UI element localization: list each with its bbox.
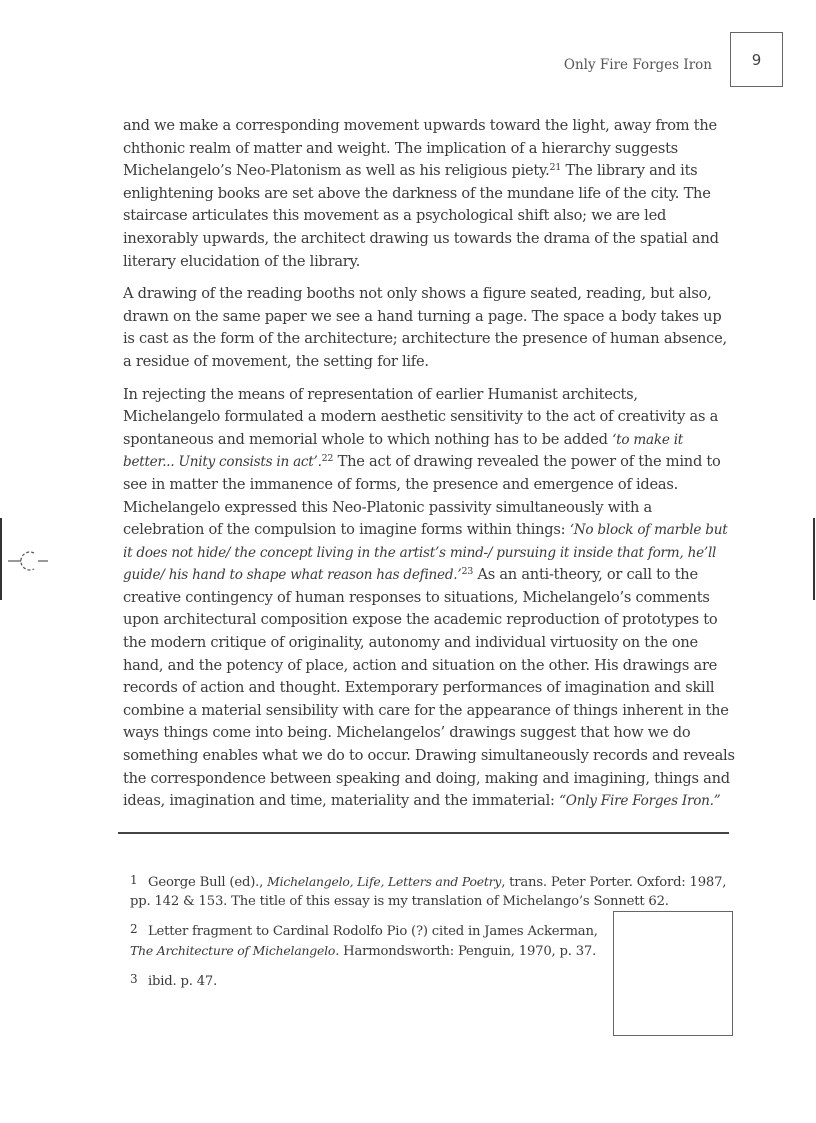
page-number-box	[730, 32, 783, 87]
quote-sonnet: ‘No block of marble but it does not hide/ the concept living in the artist’s mind-/ pursuing it inside that form, he’ll guide/ his hand to shape what reason has defined.’	[123, 522, 728, 584]
footnote-2	[130, 920, 600, 961]
quote-title: “Only Fire Forges Iron.”	[559, 793, 721, 810]
paragraph-3	[123, 384, 735, 813]
image-placeholder-box	[613, 911, 733, 1036]
footnote-1	[130, 871, 730, 911]
footnote-text: George Bull (ed)., Michelangelo, Life, Letters and Poetry, trans. Peter Porter. Oxford: 1987, pp. 142 & 153. The title of this essay is my translation of Michelango’s Sonnett 62.	[130, 874, 727, 909]
note-ref-23: 23	[461, 566, 474, 578]
running-title: Only Fire Forges Iron	[563, 57, 712, 73]
note-ref-21: 21	[549, 162, 562, 174]
footnote-number: 1	[130, 873, 138, 887]
registration-mark-icon	[8, 548, 52, 574]
paragraph-2: A drawing of the reading booths not only shows a figure seated, reading, but also, drawn on the same paper we see a hand turning a page. The space a body takes up is cast as the form of the architecture; architecture the presence of human absence, a residue of movement, the setting for life.	[123, 285, 727, 370]
paragraph-3-text-c: As an anti-theory, or call to the creative contingency of human responses to situations, Michelangelo’s comments upon architectural composition expose the academic reproduction of prototypes to the modern critique of originality, autonomy and individual virtuosity on the one hand, and the potency of place, action and situation on the other. His drawings are records of action and thought. Extemporary performances of imagination and skill combine a material sensibility with care for the appearance of things inherent in the ways things come into being. Michelangelos’ drawings suggest that how we do something enables what we do to occur. Drawing simultaneously records and reveals the correspondence between speaking and doing, making and imagining, things and ideas, imagination and time, materiality and the immaterial:	[123, 566, 735, 810]
quote-unity: ‘to make it better... Unity consists in act’.	[123, 431, 684, 471]
page-number: 9	[751, 50, 762, 69]
paragraph-1-text: and we make a corresponding movement upwards toward the light, away from the chthonic realm of matter and weight. The implication of a hierarchy suggests Michelangelo’s Neo-Platonism as well as his religious piety.	[123, 117, 717, 180]
footnote-text: Letter fragment to Cardinal Rodolfo Pio (?) cited in James Ackerman, The Architecture of Michelangelo. Harmondsworth: Penguin, 1970, p. 37.	[130, 924, 598, 959]
paragraph-1	[123, 115, 735, 273]
paragraph-3-text-b: The act of drawing revealed the power of the mind to see in matter the immanence of forms, the presence and emergence of ideas. Michelangelo expressed this Neo-Platonic passivity simultaneously with a celebration of the compulsion to imagine forms within things:	[123, 453, 721, 539]
paragraph-3-text-a: In rejecting the means of representation of earlier Humanist architects, Michelangelo formulated a modern aesthetic sensitivity to the act of creativity as a spontaneous and memorial whole to which nothing has to be added	[123, 385, 719, 448]
note-ref-22: 22	[321, 453, 334, 465]
body-text	[123, 115, 735, 823]
footnote-number: 2	[130, 922, 138, 937]
crop-mark-right	[813, 518, 815, 600]
paragraph-1-text-cont: The library and its enlightening books are set above the darkness of the mundane life of the city. The staircase articulates this movement as a psychological shift also; we are led inexorably upwards, the architect drawing us towards the drama of the spatial and literary elucidation of the library.	[123, 162, 719, 270]
footnote-number: 3	[130, 972, 138, 987]
footnote-rule	[118, 832, 729, 834]
crop-mark-left	[0, 518, 2, 600]
footnote-text: ibid. p. 47.	[148, 974, 218, 990]
